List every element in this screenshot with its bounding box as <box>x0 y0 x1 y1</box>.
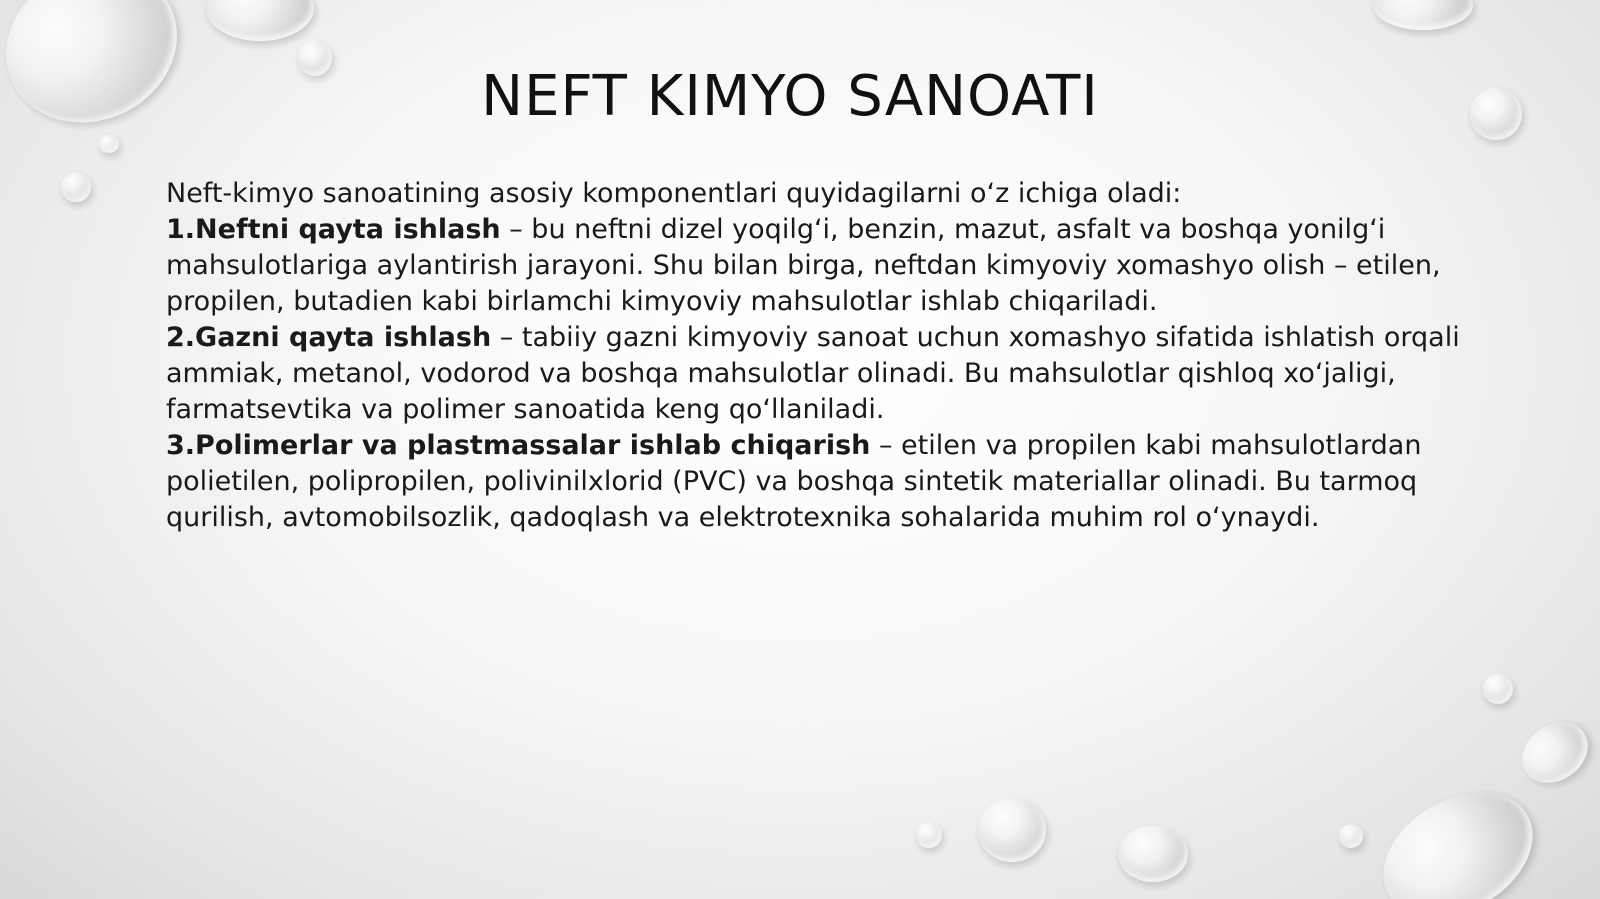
water-drop-decoration <box>1118 826 1188 882</box>
water-drop-decoration <box>1373 0 1473 30</box>
list-item <box>166 428 1476 536</box>
water-drop-decoration <box>99 135 119 153</box>
item-text: – etilen va propilen kabi mahsulotlardan polietilen, polipropilen, polivinilxlorid (PVC) va boshqa sintetik materiallar olinadi. Bu tarmoq qurilish, avtomobilsozlik, qadoqlash va elektrotexnika sohalarida muhim rol o‘ynaydi. <box>166 430 1422 533</box>
item-heading: 1.Neftni qayta ishlash <box>166 214 501 245</box>
water-drop-decoration <box>1511 710 1600 795</box>
water-drop-decoration <box>1361 767 1555 899</box>
water-drop-decoration <box>1339 824 1363 848</box>
item-heading: 3.Polimerlar va plastmassalar ishlab chiqarish <box>166 430 871 461</box>
intro-text: Neft-kimyo sanoatining asosiy komponentlari quyidagilarni o‘z ichiga oladi: <box>166 178 1182 209</box>
item-text: – bu neftni dizel yoqilg‘i, benzin, mazut, asfalt va boshqa yonilg‘i mahsulotlariga aylantirish jarayoni. Shu bilan birga, neftdan kimyoviy xomashyo olish – etilen, propilen, butadien kabi birlamchi kimyoviy mahsulotlar ishlab chiqariladi. <box>166 214 1441 317</box>
item-text: – tabiiy gazni kimyoviy sanoat uchun xomashyo sifatida ishlatish orqali ammiak, metanol, vodorod va boshqa mahsulotlar olinadi. Bu mahsulotlar qishloq xo‘jaligi, farmatsevtika va polimer sanoatida keng qo‘llaniladi. <box>166 322 1460 425</box>
list-item <box>166 320 1476 428</box>
water-drop-decoration <box>1483 674 1513 704</box>
slide-title: NEFT KIMYO SANOATI <box>481 64 1099 129</box>
water-drop-decoration <box>916 822 942 848</box>
item-heading: 2.Gazni qayta ishlash <box>166 322 492 353</box>
water-drop-decoration <box>61 172 91 202</box>
water-drop-decoration <box>978 798 1046 862</box>
water-drop-decoration <box>206 0 314 41</box>
slide-body <box>166 176 1476 536</box>
list-item <box>166 212 1476 320</box>
